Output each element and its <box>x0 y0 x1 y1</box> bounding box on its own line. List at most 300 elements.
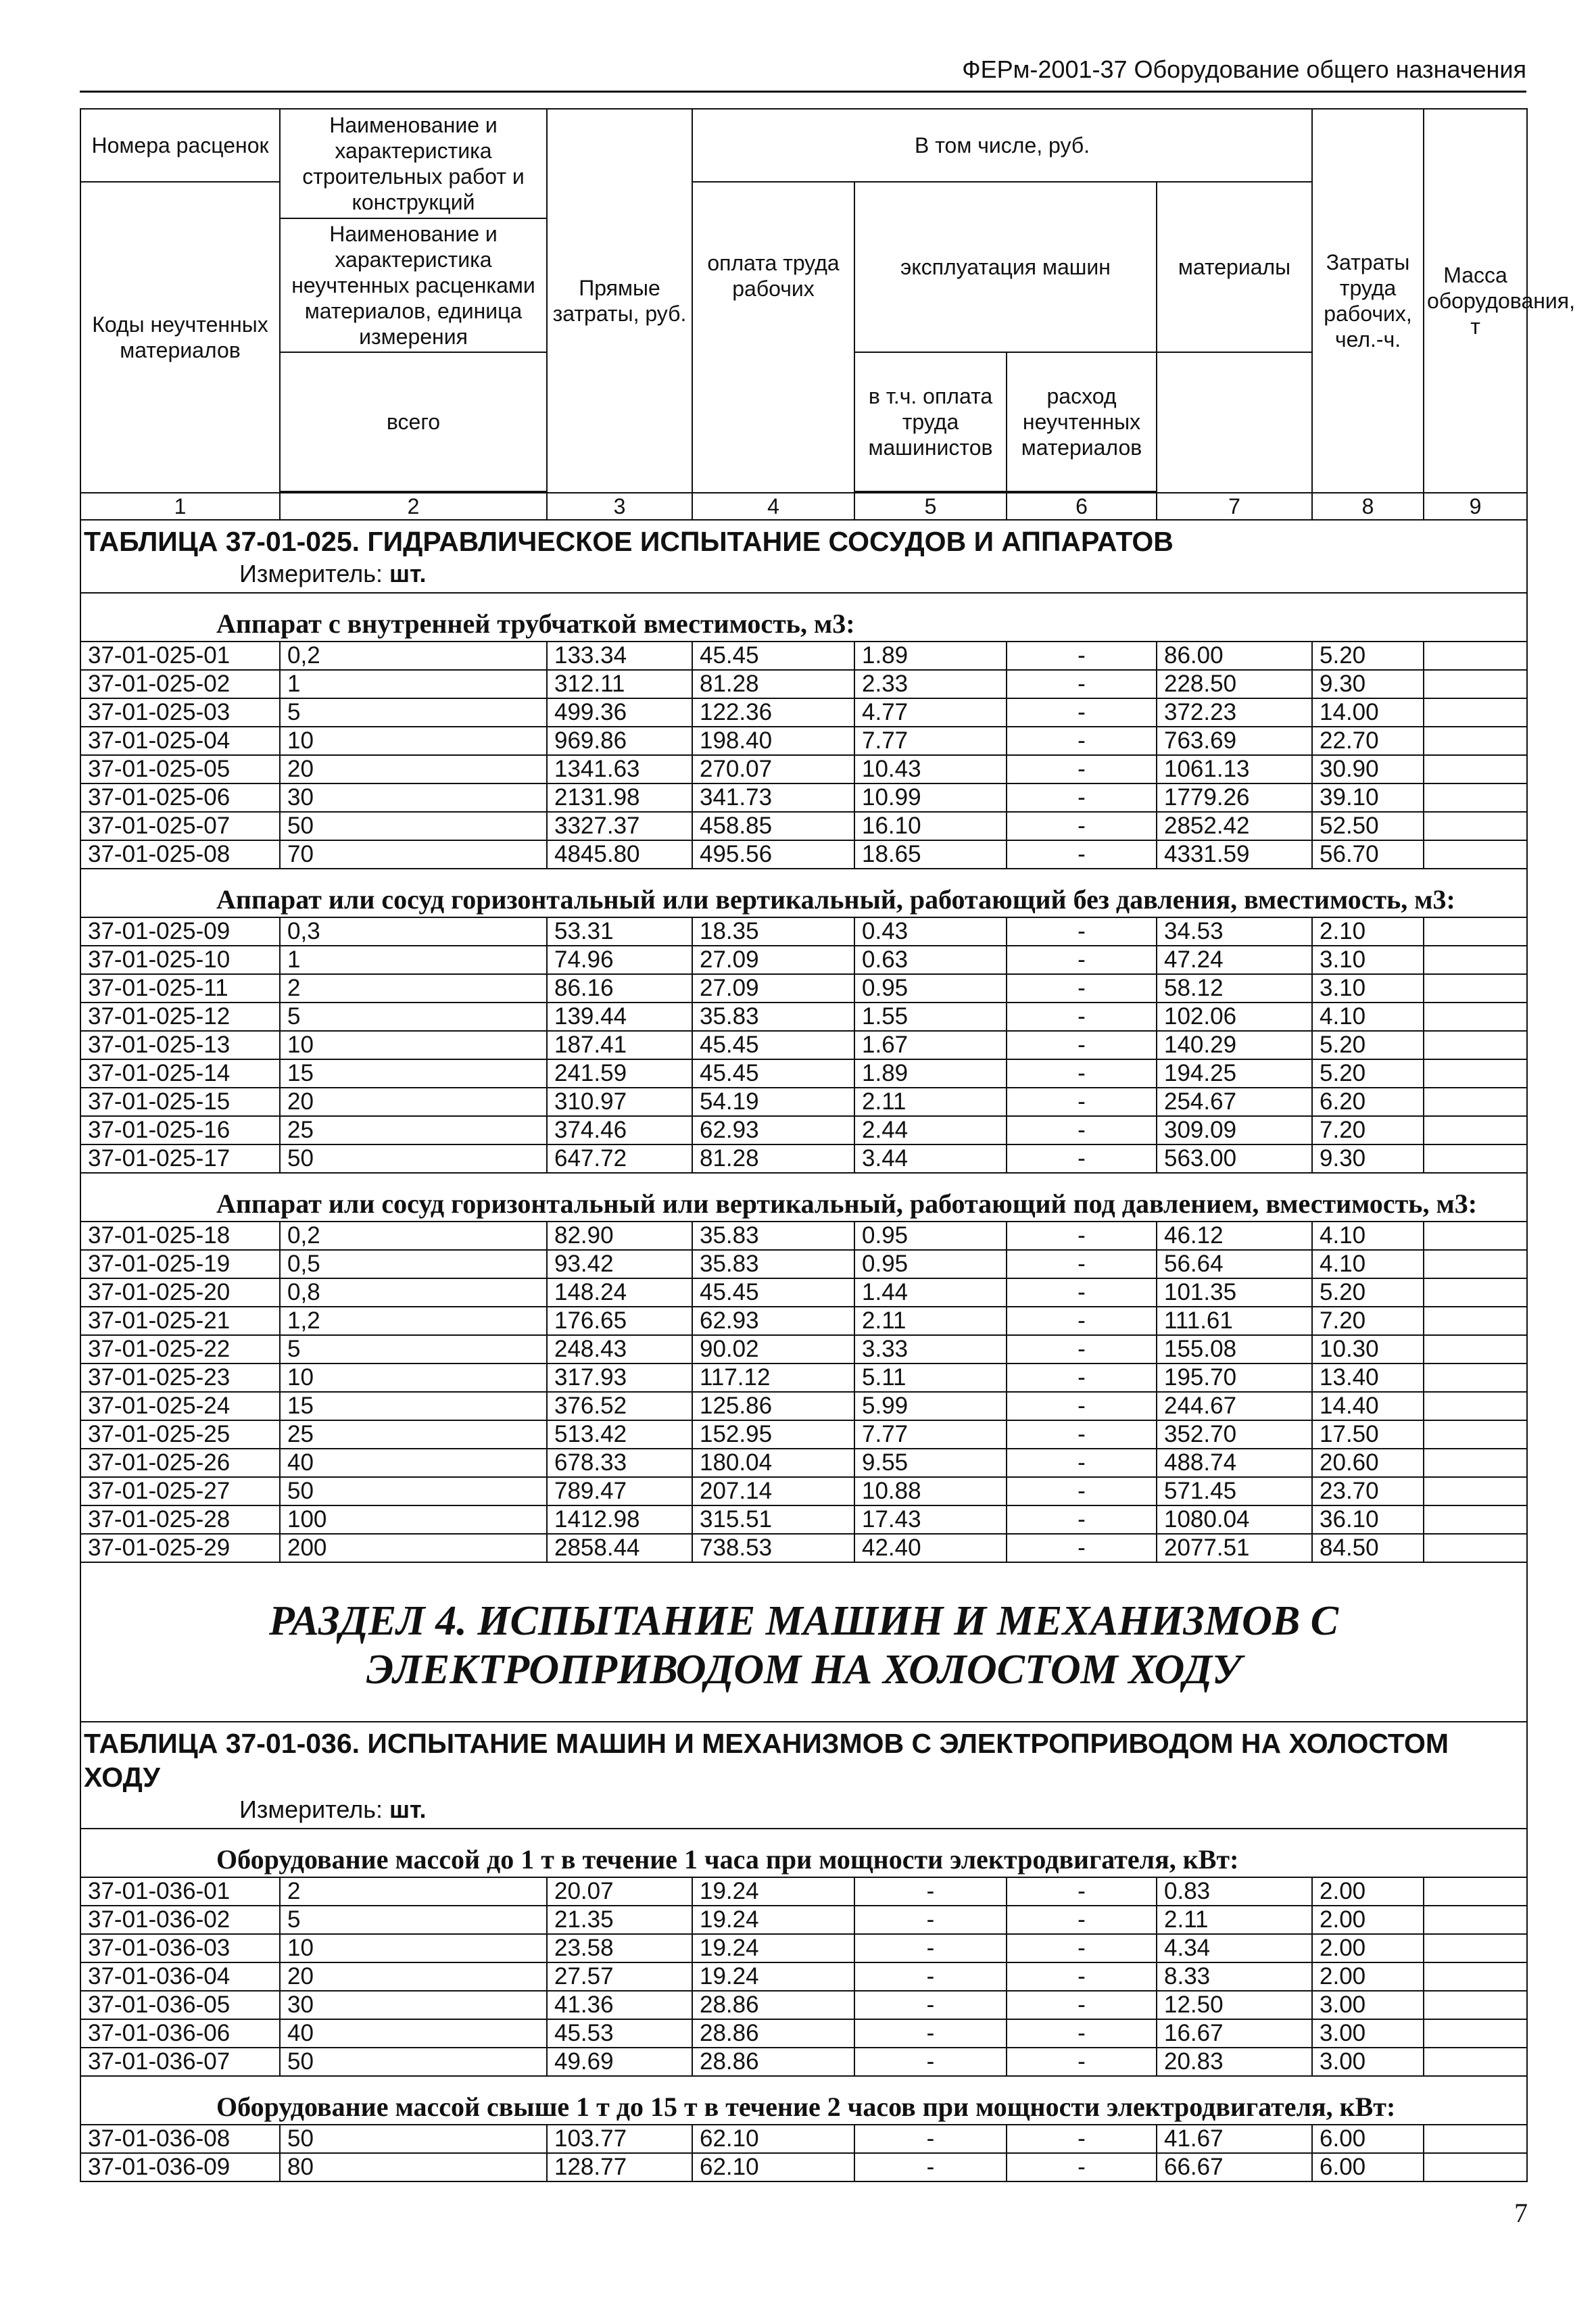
table-cell: 499.36 <box>547 698 692 727</box>
table-cell: 4.10 <box>1312 1250 1424 1278</box>
table-row <box>80 2125 1527 2153</box>
table-cell: 241.59 <box>547 1059 692 1088</box>
table-cell: 9.30 <box>1312 670 1424 698</box>
table-cell: 15 <box>280 1059 547 1088</box>
table-cell: 0,8 <box>280 1278 547 1307</box>
table-cell: 1.44 <box>854 1278 1007 1307</box>
table-cell: - <box>1007 1278 1157 1307</box>
table-cell: - <box>854 1991 1007 2019</box>
table-cell <box>1424 974 1527 1003</box>
table-cell <box>1424 1877 1527 1906</box>
table-cell <box>1424 1392 1527 1420</box>
table-cell: 42.40 <box>854 1534 1007 1562</box>
measure-label: Измеритель: <box>239 1795 383 1823</box>
table-row <box>80 698 1527 727</box>
table-cell: 37-01-025-24 <box>80 1392 280 1420</box>
table-cell: 571.45 <box>1157 1477 1312 1505</box>
table-cell: 5 <box>280 1906 547 1934</box>
table-cell: 2 <box>280 974 547 1003</box>
table-cell: 40 <box>280 1449 547 1477</box>
table-cell: - <box>1007 2019 1157 2048</box>
table-cell: - <box>1007 1420 1157 1449</box>
table-row <box>80 1364 1527 1392</box>
table-cell: - <box>1007 1962 1157 1991</box>
table-cell: 5.20 <box>1312 1059 1424 1088</box>
table-cell: 4.10 <box>1312 1222 1424 1250</box>
table-cell <box>1424 698 1527 727</box>
table-cell: 5.11 <box>854 1364 1007 1392</box>
table-row <box>80 1088 1527 1116</box>
col-header-machinist-wages: в т.ч. оплата труда машинистов <box>854 352 1007 491</box>
group-title: Оборудование массой свыше 1 т до 15 т в течение 2 часов при мощности электродвигателя, кВт: <box>80 2076 1527 2125</box>
table-cell: 0.63 <box>854 946 1007 974</box>
table-cell: 5.99 <box>854 1392 1007 1420</box>
table-row <box>80 2153 1527 2181</box>
table-cell: 0,3 <box>280 917 547 946</box>
table-cell: 2.00 <box>1312 1962 1424 1991</box>
col-header-work-name-cell <box>280 109 547 352</box>
table-cell: 2 <box>280 1877 547 1906</box>
table-cell <box>1424 1505 1527 1534</box>
table-cell: 30 <box>280 1991 547 2019</box>
table-cell <box>1424 1003 1527 1031</box>
table-cell: 22.70 <box>1312 727 1424 755</box>
table-cell <box>1424 1364 1527 1392</box>
table-cell: 20 <box>280 1962 547 1991</box>
table-cell <box>1424 1031 1527 1059</box>
table-cell: 45.45 <box>692 1278 854 1307</box>
table-cell: 7.20 <box>1312 1307 1424 1335</box>
table-cell: 23.58 <box>547 1934 692 1962</box>
table-cell: 37-01-025-05 <box>80 755 280 783</box>
table-row <box>80 1144 1527 1173</box>
table-cell: 3.00 <box>1312 2048 1424 2076</box>
table-cell: 25 <box>280 1420 547 1449</box>
table-cell: 37-01-025-21 <box>80 1307 280 1335</box>
table-cell: 34.53 <box>1157 917 1312 946</box>
table-cell: - <box>854 2048 1007 2076</box>
table-cell: 15 <box>280 1392 547 1420</box>
table-cell: 2.00 <box>1312 1877 1424 1906</box>
table-cell: - <box>854 2153 1007 2181</box>
table-cell: 37-01-025-02 <box>80 670 280 698</box>
column-numbers-row <box>80 493 1527 520</box>
table-cell <box>1424 2048 1527 2076</box>
table-cell: 10.30 <box>1312 1335 1424 1364</box>
table-cell: 21.35 <box>547 1906 692 1934</box>
table-cell <box>1424 2153 1527 2181</box>
table-row <box>80 1335 1527 1364</box>
col-number: 2 <box>280 493 547 520</box>
table-cell <box>1424 1335 1527 1364</box>
table-cell: 3.33 <box>854 1335 1007 1364</box>
table-cell: 41.36 <box>547 1991 692 2019</box>
group-title-row <box>80 2076 1527 2125</box>
table-cell <box>1424 1962 1527 1991</box>
table-cell: 53.31 <box>547 917 692 946</box>
table-cell: 103.77 <box>547 2125 692 2153</box>
table-cell: 46.12 <box>1157 1222 1312 1250</box>
table-cell: 155.08 <box>1157 1335 1312 1364</box>
table-cell: - <box>1007 2153 1157 2181</box>
col-number: 8 <box>1312 493 1424 520</box>
table-cell: 37-01-025-10 <box>80 946 280 974</box>
table-cell: 27.57 <box>547 1962 692 1991</box>
table-cell: 9.30 <box>1312 1144 1424 1173</box>
table-cell <box>1424 642 1527 670</box>
measure-unit: шт. <box>389 1795 427 1823</box>
table-cell: 6.20 <box>1312 1088 1424 1116</box>
table-cell <box>1424 2125 1527 2153</box>
table-cell: 37-01-025-28 <box>80 1505 280 1534</box>
table-cell: 6.00 <box>1312 2153 1424 2181</box>
table-cell: 25 <box>280 1116 547 1144</box>
table-cell: 37-01-025-03 <box>80 698 280 727</box>
table-cell: 39.10 <box>1312 783 1424 812</box>
table-cell: 62.10 <box>692 2125 854 2153</box>
measure-line <box>84 1794 1524 1825</box>
table-cell: 66.67 <box>1157 2153 1312 2181</box>
table-cell: 74.96 <box>547 946 692 974</box>
table-cell: 1.89 <box>854 642 1007 670</box>
table-cell: 7.77 <box>854 727 1007 755</box>
col-header-work-name: Наименование и характеристика строительных работ и конструкций <box>281 110 546 219</box>
table-cell: 17.50 <box>1312 1420 1424 1449</box>
table-cell: 37-01-025-22 <box>80 1335 280 1364</box>
table-cell: - <box>1007 642 1157 670</box>
col-header-including: В том числе, руб. <box>692 109 1312 182</box>
table-cell: 56.70 <box>1312 840 1424 869</box>
table-cell <box>1424 840 1527 869</box>
col-header-unaccounted-consumption: расход неучтенных материалов <box>1007 352 1157 491</box>
table-cell: - <box>1007 1250 1157 1278</box>
table-cell: 81.28 <box>692 670 854 698</box>
table-cell: 372.23 <box>1157 698 1312 727</box>
table-cell: 0,2 <box>280 1222 547 1250</box>
col-number: 7 <box>1157 493 1312 520</box>
table-cell: 458.85 <box>692 812 854 840</box>
table-cell: 90.02 <box>692 1335 854 1364</box>
table-title-036 <box>80 1722 1527 1829</box>
table-cell: 17.43 <box>854 1505 1007 1534</box>
table-cell: - <box>1007 974 1157 1003</box>
table-cell <box>1424 1059 1527 1088</box>
table-cell: 2.00 <box>1312 1906 1424 1934</box>
table-cell: 19.24 <box>692 1877 854 1906</box>
table-cell: 52.50 <box>1312 812 1424 840</box>
table-row <box>80 1934 1527 1962</box>
table-cell: 54.19 <box>692 1088 854 1116</box>
table-cell: 3.10 <box>1312 946 1424 974</box>
table-cell: 738.53 <box>692 1534 854 1562</box>
table-cell: 37-01-025-04 <box>80 727 280 755</box>
table-cell: 37-01-025-07 <box>80 812 280 840</box>
table-cell: 37-01-025-08 <box>80 840 280 869</box>
table-cell: 28.86 <box>692 1991 854 2019</box>
table-cell: - <box>1007 1449 1157 1477</box>
table-cell: - <box>854 1962 1007 1991</box>
table-cell: 254.67 <box>1157 1088 1312 1116</box>
table-cell: 200 <box>280 1534 547 1562</box>
table-cell: 3327.37 <box>547 812 692 840</box>
table-cell: 80 <box>280 2153 547 2181</box>
table-cell: 37-01-036-04 <box>80 1962 280 1991</box>
table-title-025 <box>80 520 1527 593</box>
section-title: РАЗДЕЛ 4. ИСПЫТАНИЕ МАШИН И МЕХАНИЗМОВ С ЭЛЕКТРОПРИВОДОМ НА ХОЛОСТОМ ХОДУ <box>80 1562 1527 1722</box>
table-row <box>80 946 1527 974</box>
table-cell <box>1424 1250 1527 1278</box>
table-cell: 2.11 <box>854 1088 1007 1116</box>
table-cell: 37-01-036-07 <box>80 2048 280 2076</box>
table-cell: 13.40 <box>1312 1364 1424 1392</box>
table-cell <box>1424 2019 1527 2048</box>
table-cell: 37-01-036-03 <box>80 1934 280 1962</box>
table-cell: 1.55 <box>854 1003 1007 1031</box>
table-cell: 8.33 <box>1157 1962 1312 1991</box>
group-title-row <box>80 869 1527 917</box>
table-cell: - <box>1007 1222 1157 1250</box>
table-cell: 37-01-025-18 <box>80 1222 280 1250</box>
table-cell: 37-01-025-27 <box>80 1477 280 1505</box>
table-row <box>80 840 1527 869</box>
table-row <box>80 1449 1527 1477</box>
table-cell: - <box>1007 698 1157 727</box>
table-cell <box>1424 917 1527 946</box>
table-cell: 101.35 <box>1157 1278 1312 1307</box>
table-cell: 270.07 <box>692 755 854 783</box>
table-row <box>80 1505 1527 1534</box>
table-cell: 195.70 <box>1157 1364 1312 1392</box>
table-cell: 30.90 <box>1312 755 1424 783</box>
table-cell: - <box>1007 1335 1157 1364</box>
table-cell <box>1424 1449 1527 1477</box>
table-cell: 2.11 <box>854 1307 1007 1335</box>
group-title: Аппарат или сосуд горизонтальный или вертикальный, работающий без давления, вместимость, м3: <box>80 869 1527 917</box>
table-cell: 244.67 <box>1157 1392 1312 1420</box>
table-row <box>80 1906 1527 1934</box>
table-cell: 7.77 <box>854 1420 1007 1449</box>
table-cell: 228.50 <box>1157 670 1312 698</box>
col-header-mass: Масса оборудования, т <box>1424 109 1527 493</box>
table-cell: 488.74 <box>1157 1449 1312 1477</box>
group-title: Оборудование массой до 1 т в течение 1 часа при мощности электродвигателя, кВт: <box>80 1829 1527 1877</box>
table-cell <box>1424 1534 1527 1562</box>
table-cell <box>1424 1088 1527 1116</box>
measure-line <box>84 558 1524 589</box>
table-row <box>80 1031 1527 1059</box>
col-header-rate-numbers: Номера расценок <box>80 109 280 182</box>
table-cell: 0.83 <box>1157 1877 1312 1906</box>
table-cell: 513.42 <box>547 1420 692 1449</box>
col-number: 5 <box>854 493 1007 520</box>
table-cell: 18.35 <box>692 917 854 946</box>
table-row <box>80 670 1527 698</box>
table-title-025-row <box>80 520 1527 593</box>
table-cell: 2858.44 <box>547 1534 692 1562</box>
table-row <box>80 1877 1527 1906</box>
col-number: 4 <box>692 493 854 520</box>
table-cell: 152.95 <box>692 1420 854 1449</box>
col-header-machines-total: всего <box>280 352 547 491</box>
table-row <box>80 1222 1527 1250</box>
table-title-025-text: ТАБЛИЦА 37-01-025. ГИДРАВЛИЧЕСКОЕ ИСПЫТАНИЕ СОСУДОВ И АППАРАТОВ <box>84 526 1174 557</box>
table-cell: 16.10 <box>854 812 1007 840</box>
table-cell: 62.10 <box>692 2153 854 2181</box>
table-cell: 10 <box>280 1364 547 1392</box>
group-title-row <box>80 1829 1527 1877</box>
table-row <box>80 1059 1527 1088</box>
table-cell: 9.55 <box>854 1449 1007 1477</box>
table-cell: - <box>1007 1877 1157 1906</box>
table-cell: 495.56 <box>692 840 854 869</box>
table-cell: 58.12 <box>1157 974 1312 1003</box>
table-cell: 47.24 <box>1157 946 1312 974</box>
table-row <box>80 642 1527 670</box>
table-title-036-row <box>80 1722 1527 1829</box>
table-cell: - <box>1007 2125 1157 2153</box>
table-cell: 2.00 <box>1312 1934 1424 1962</box>
table-cell: - <box>1007 1934 1157 1962</box>
table-cell: 2077.51 <box>1157 1534 1312 1562</box>
table-cell: 35.83 <box>692 1250 854 1278</box>
table-cell: - <box>1007 1144 1157 1173</box>
table-cell: 37-01-025-12 <box>80 1003 280 1031</box>
table-cell: 37-01-025-06 <box>80 783 280 812</box>
table-cell: 12.50 <box>1157 1991 1312 2019</box>
table-cell: - <box>854 1906 1007 1934</box>
table-cell: 3.44 <box>854 1144 1007 1173</box>
table-cell <box>1424 783 1527 812</box>
table-cell: 3.00 <box>1312 2019 1424 2048</box>
table-cell: 0.95 <box>854 1250 1007 1278</box>
table-cell: 10 <box>280 1031 547 1059</box>
table-cell: 0,5 <box>280 1250 547 1278</box>
table-row <box>80 2048 1527 2076</box>
table-cell: 45.53 <box>547 2019 692 2048</box>
table-cell: 117.12 <box>692 1364 854 1392</box>
table-cell: - <box>1007 1477 1157 1505</box>
table-cell: 14.00 <box>1312 698 1424 727</box>
table-cell: - <box>854 1934 1007 1962</box>
table-cell: - <box>1007 1003 1157 1031</box>
table-cell: 310.97 <box>547 1088 692 1116</box>
table-cell: 86.00 <box>1157 642 1312 670</box>
table-cell: 37-01-025-20 <box>80 1278 280 1307</box>
measure-label: Измеритель: <box>239 560 383 587</box>
table-cell: 41.67 <box>1157 2125 1312 2153</box>
table-row <box>80 1250 1527 1278</box>
table-row <box>80 1477 1527 1505</box>
table-cell: - <box>1007 1307 1157 1335</box>
table-cell: 0.95 <box>854 974 1007 1003</box>
table-cell: 100 <box>280 1505 547 1534</box>
table-cell: 82.90 <box>547 1222 692 1250</box>
table-cell: 4.34 <box>1157 1934 1312 1962</box>
table-cell: 37-01-025-11 <box>80 974 280 1003</box>
table-cell: 14.40 <box>1312 1392 1424 1420</box>
table-cell: 128.77 <box>547 2153 692 2181</box>
table-row <box>80 1116 1527 1144</box>
col-header-labor: Затраты труда рабочих, чел.-ч. <box>1312 109 1424 493</box>
table-cell: 187.41 <box>547 1031 692 1059</box>
table-cell: 376.52 <box>547 1392 692 1420</box>
table-cell: 37-01-036-01 <box>80 1877 280 1906</box>
table-cell: 37-01-025-19 <box>80 1250 280 1278</box>
table-cell: 37-01-025-26 <box>80 1449 280 1477</box>
table-cell: 0.43 <box>854 917 1007 946</box>
table-cell: 4.10 <box>1312 1003 1424 1031</box>
table-cell: 37-01-025-01 <box>80 642 280 670</box>
table-cell: 19.24 <box>692 1906 854 1934</box>
table-cell: 10.99 <box>854 783 1007 812</box>
table-cell <box>1424 1906 1527 1934</box>
table-cell: 102.06 <box>1157 1003 1312 1031</box>
table-cell: 45.45 <box>692 1059 854 1088</box>
table-cell <box>1424 1278 1527 1307</box>
table-cell: 50 <box>280 1144 547 1173</box>
table-row <box>80 1003 1527 1031</box>
table-cell: 148.24 <box>547 1278 692 1307</box>
table-cell: - <box>1007 1534 1157 1562</box>
table-cell: - <box>1007 1088 1157 1116</box>
table-cell: 93.42 <box>547 1250 692 1278</box>
table-cell: 56.64 <box>1157 1250 1312 1278</box>
table-cell: 50 <box>280 812 547 840</box>
table-cell: 28.86 <box>692 2048 854 2076</box>
table-cell: 37-01-025-23 <box>80 1364 280 1392</box>
table-cell: 352.70 <box>1157 1420 1312 1449</box>
table-cell: 647.72 <box>547 1144 692 1173</box>
col-header-materials: материалы <box>1157 182 1312 352</box>
table-cell: 37-01-025-29 <box>80 1534 280 1562</box>
table-cell <box>1424 1991 1527 2019</box>
table-cell: - <box>854 2125 1007 2153</box>
table-cell: 309.09 <box>1157 1116 1312 1144</box>
table-cell: 198.40 <box>692 727 854 755</box>
table-cell: 111.61 <box>1157 1307 1312 1335</box>
table-cell <box>1424 727 1527 755</box>
table-cell: 1412.98 <box>547 1505 692 1534</box>
table-cell <box>1424 755 1527 783</box>
table-cell: 45.45 <box>692 642 854 670</box>
table-cell: 125.86 <box>692 1392 854 1420</box>
table-row <box>80 1278 1527 1307</box>
table-cell: 30 <box>280 783 547 812</box>
table-cell: 10 <box>280 727 547 755</box>
table-cell: 0,2 <box>280 642 547 670</box>
col-number: 6 <box>1007 493 1157 520</box>
table-cell: 315.51 <box>692 1505 854 1534</box>
table-cell: 37-01-036-06 <box>80 2019 280 2048</box>
table-cell <box>1424 670 1527 698</box>
table-cell: 62.93 <box>692 1307 854 1335</box>
table-cell: 10.43 <box>854 755 1007 783</box>
table-cell: 5.20 <box>1312 642 1424 670</box>
table-cell: 18.65 <box>854 840 1007 869</box>
table-cell: - <box>1007 1364 1157 1392</box>
table-cell: - <box>854 2019 1007 2048</box>
table-row <box>80 812 1527 840</box>
table-row <box>80 2019 1527 2048</box>
col-header-material-name: Наименование и характеристика неучтенных расценками материалов, единица измерения <box>291 222 535 349</box>
table-cell: 10 <box>280 1934 547 1962</box>
table-cell: 5.20 <box>1312 1031 1424 1059</box>
table-cell: 341.73 <box>692 783 854 812</box>
table-cell <box>1424 1307 1527 1335</box>
table-cell: - <box>1007 1991 1157 2019</box>
table-cell: - <box>1007 840 1157 869</box>
table-cell: 312.11 <box>547 670 692 698</box>
